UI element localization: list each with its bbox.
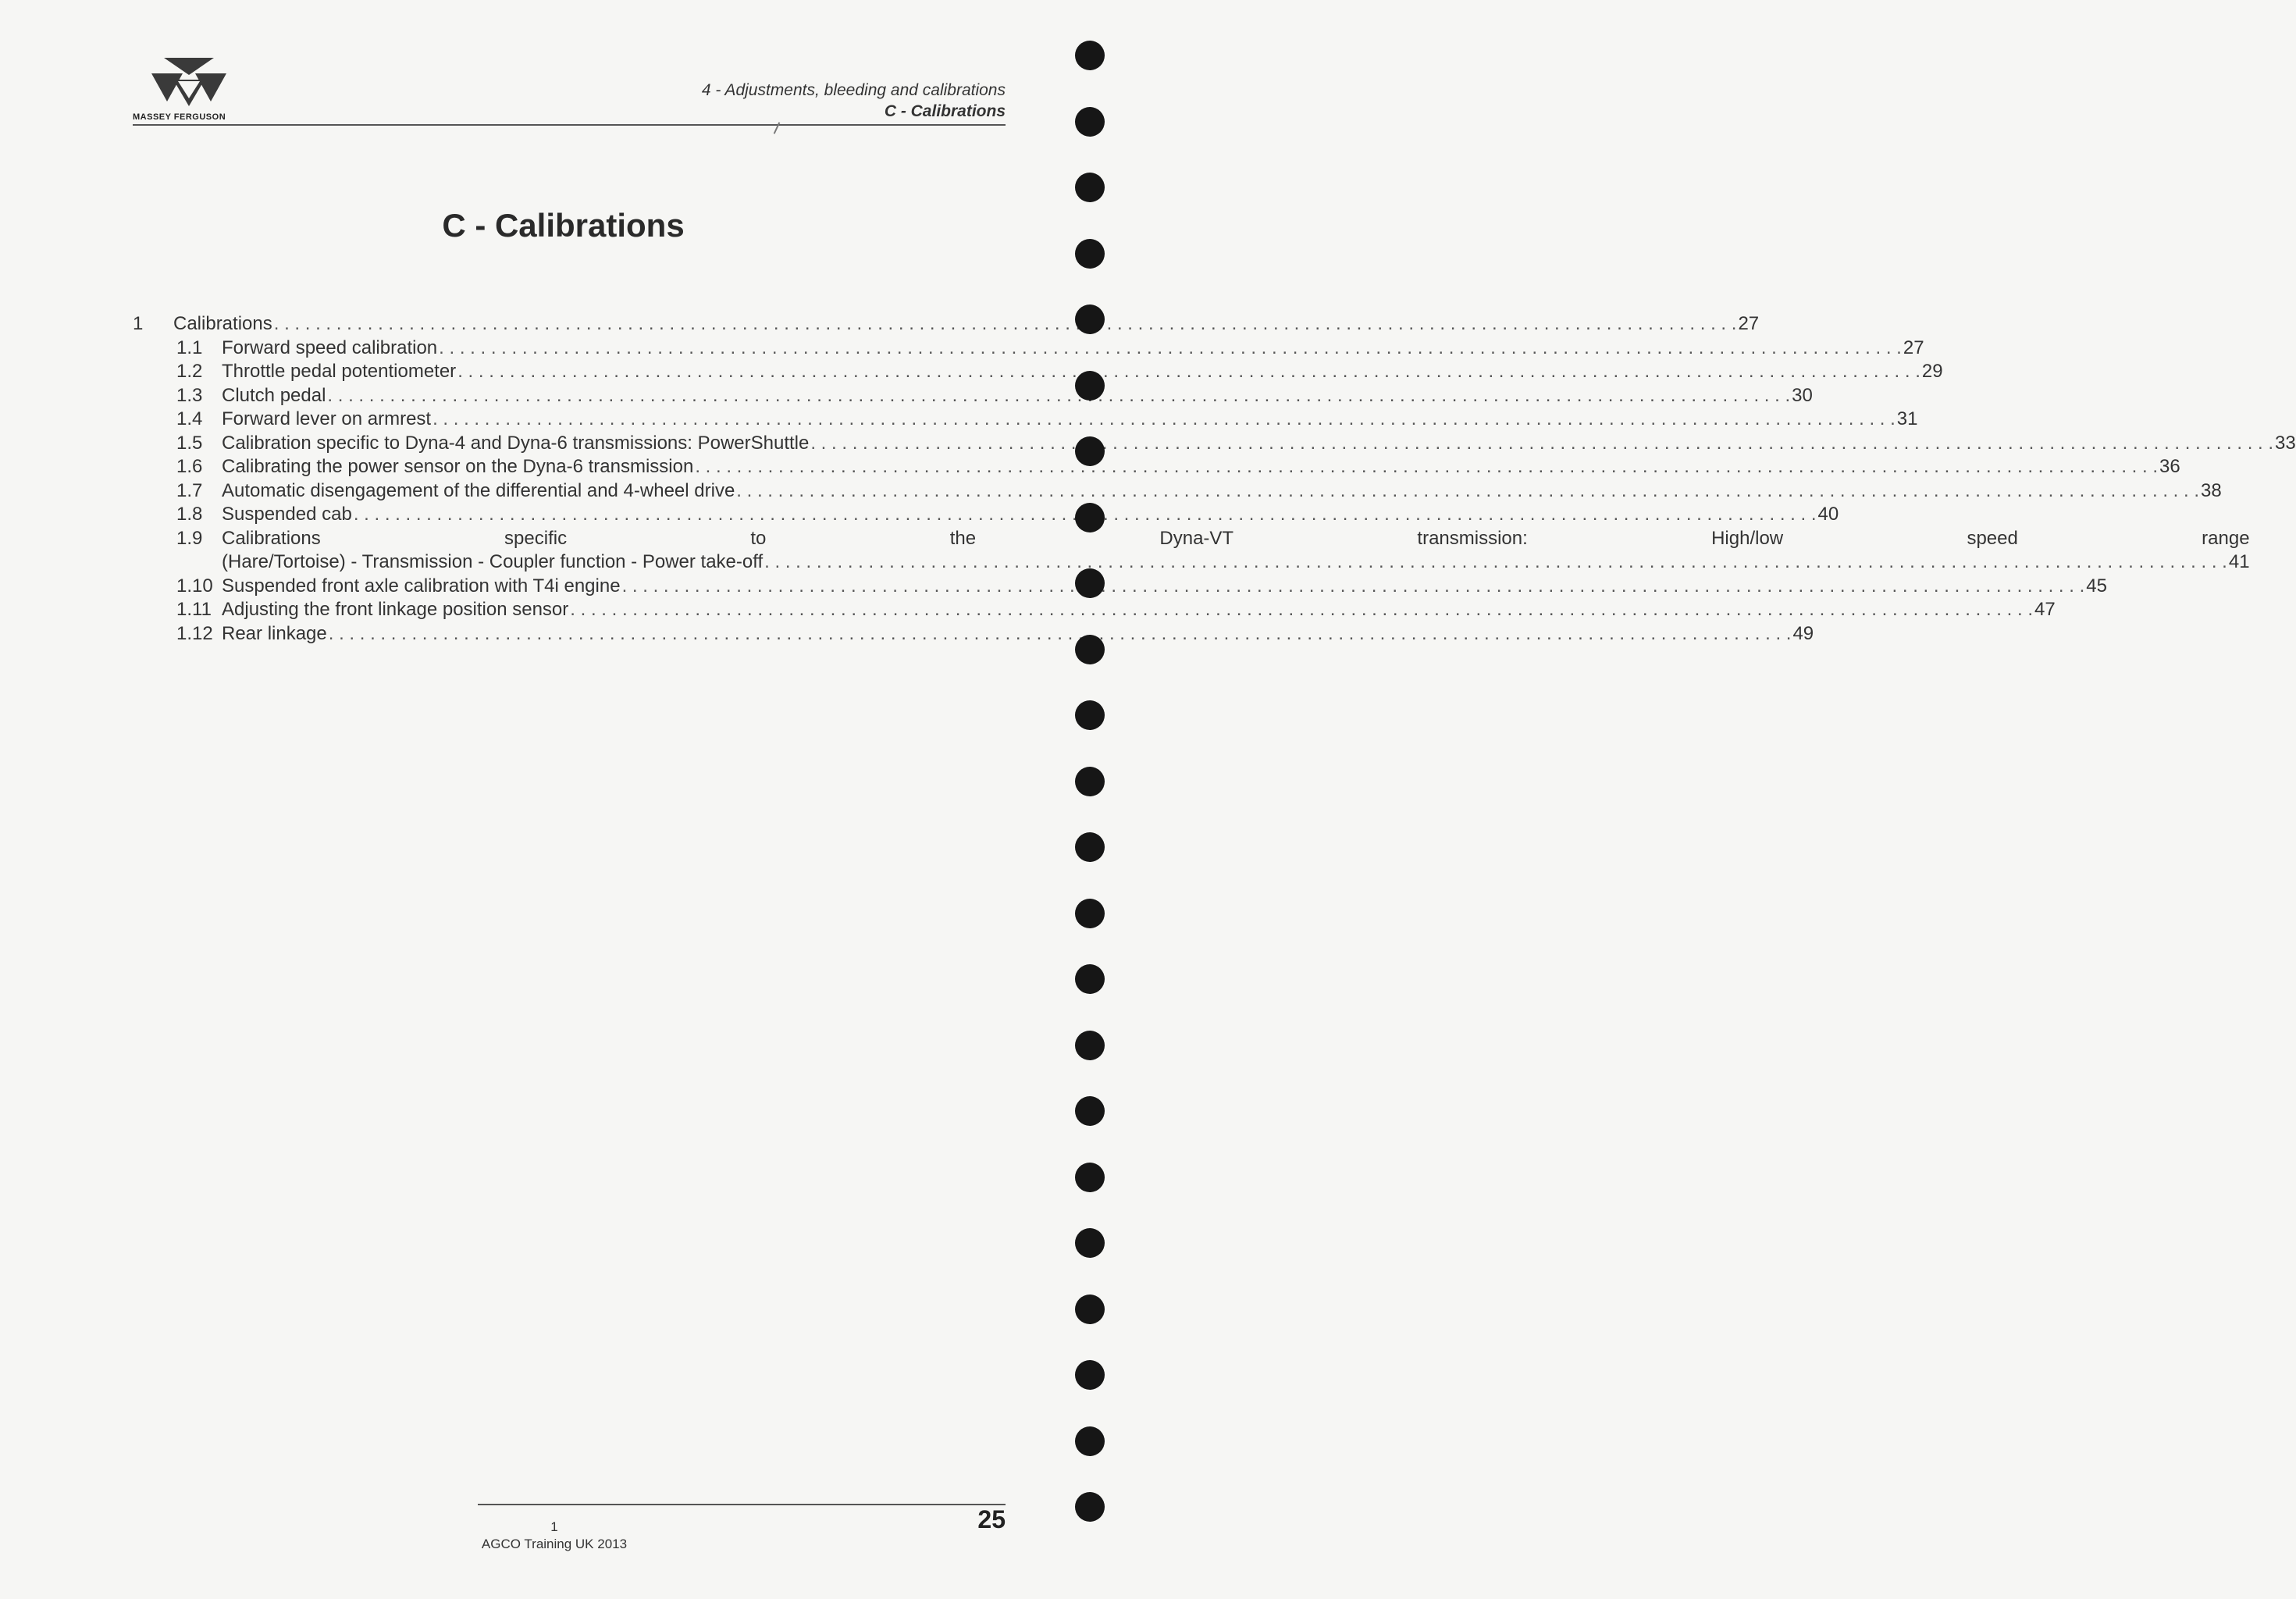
binder-hole [1075,239,1105,269]
toc-number: 1.5 [176,432,203,454]
binder-hole [1075,503,1105,532]
leader-dots [329,622,1792,646]
leader-dots [810,432,2273,456]
binder-hole [1075,436,1105,466]
toc-entry[interactable] [133,455,2180,479]
toc-number: 1.12 [176,622,213,644]
binder-hole [1075,832,1105,862]
table-of-contents [133,312,2296,646]
toc-entry[interactable] [133,622,1814,646]
toc-label-word: speed [1967,527,2018,549]
toc-number: 1.6 [176,456,203,477]
leader-dots [622,575,2085,599]
toc-page: 27 [1738,313,1760,334]
toc-label: Calibrations [173,313,272,334]
binder-hole [1075,635,1105,664]
leader-dots [433,408,1896,432]
leader-dots [764,550,2227,575]
leader-dots [274,312,1737,337]
toc-label: Throttle pedal potentiometer [222,361,457,382]
toc-entry[interactable] [133,408,1918,432]
header-section: C - Calibrations [884,102,1006,120]
toc-label: Calibration specific to Dyna-4 and Dyna-6 transmissions: PowerShuttle [222,432,810,454]
toc-label-word: Calibrations [222,527,321,549]
toc-number: 1 [133,313,144,334]
toc-page: 38 [2201,479,2222,501]
leader-dots [457,360,1920,384]
toc-page: 49 [1792,622,1814,644]
toc-label-word: transmission: [1417,527,1528,549]
toc-label-word: High/low [1711,527,1784,549]
binder-hole [1075,1295,1105,1324]
toc-number: 1.10 [176,575,213,597]
toc-label: Suspended front axle calibration with T4i engine [222,575,621,597]
binder-hole [1075,1426,1105,1456]
leader-dots [695,455,2158,479]
toc-label: Automatic disengagement of the differential and 4-wheel drive [222,479,735,501]
toc-page: 41 [2228,551,2250,572]
leader-dots [327,384,1790,408]
binder-hole [1075,1031,1105,1060]
toc-label: Rear linkage [222,622,327,644]
brand-name: MASSEY FERGUSON [133,112,226,122]
binder-hole [1075,173,1105,202]
binder-hole [1075,304,1105,334]
binder-hole [1075,767,1105,796]
footer-rule [478,1504,1006,1505]
page-number: 25 [977,1505,1006,1533]
toc-label-word: Dyna-VT [1159,527,1234,549]
toc-page: 27 [1903,337,1924,358]
toc-entry[interactable] [133,360,1943,384]
toc-label: Adjusting the front linkage position sensor [222,599,569,620]
toc-entry[interactable] [133,432,2296,456]
toc-page: 29 [1921,361,1943,382]
toc-page: 30 [1792,384,1813,406]
toc-number: 1.7 [176,479,203,501]
binder-hole [1075,964,1105,994]
binder-hole [1075,1360,1105,1390]
triple-triangle-icon [150,56,228,111]
binder-hole [1075,107,1105,137]
binder-hole [1075,1492,1105,1522]
toc-label-word: range [2202,527,2250,549]
toc-entry-1-9[interactable] [133,527,2250,575]
binder-hole [1075,41,1105,70]
toc-page: 40 [1817,504,1839,525]
leader-dots [439,337,1902,361]
toc-number: 1.3 [176,384,203,406]
toc-number: 1.8 [176,504,203,525]
toc-number: 1.4 [176,408,203,429]
massey-ferguson-logo [133,56,250,126]
toc-page: 45 [2086,575,2107,597]
toc-label: Clutch pedal [222,384,326,406]
toc-entry[interactable] [133,598,2056,622]
toc-number: 1.9 [176,527,203,549]
toc-label-cont: (Hare/Tortoise) - Transmission - Coupler function - Power take-off [222,551,764,572]
toc-page: 33 [2275,432,2296,454]
binder-hole [1075,371,1105,401]
toc-page: 47 [2034,599,2056,620]
binder-hole [1075,1228,1105,1258]
toc-label: Suspended cab [222,504,352,525]
toc-entry[interactable] [133,503,1839,527]
binder-hole [1075,568,1105,598]
toc-entry[interactable] [133,575,2107,599]
toc-label: Forward speed calibration [222,337,438,358]
toc-number: 1.2 [176,361,203,382]
toc-entry[interactable] [133,384,1813,408]
toc-label: Calibrating the power sensor on the Dyna-6 transmission [222,456,694,477]
binder-hole [1075,899,1105,928]
toc-number: 1.1 [176,337,203,358]
leader-dots [736,479,2199,504]
toc-label-word: specific [504,527,568,549]
footer-text: AGCO Training UK 2013 [481,1537,628,1551]
binder-hole [1075,700,1105,730]
toc-label-word: the [949,527,977,549]
toc-page: 36 [2159,456,2180,477]
binder-hole [1075,1096,1105,1126]
toc-label-word: to [750,527,767,549]
binder-hole [1075,1163,1105,1192]
toc-page: 31 [1896,408,1918,429]
header-chapter: 4 - Adjustments, bleeding and calibrations [701,81,1006,99]
leader-dots [570,598,2033,622]
toc-entry-1[interactable] [133,312,1760,337]
toc-number: 1.11 [176,599,212,620]
page-title: C - Calibrations [442,207,685,244]
toc-label: Forward lever on armrest [222,408,432,429]
header-rule [133,124,1006,126]
footer-number: 1 [550,1519,558,1534]
toc-entry[interactable] [133,479,2222,504]
toc-entry[interactable] [133,337,1924,361]
